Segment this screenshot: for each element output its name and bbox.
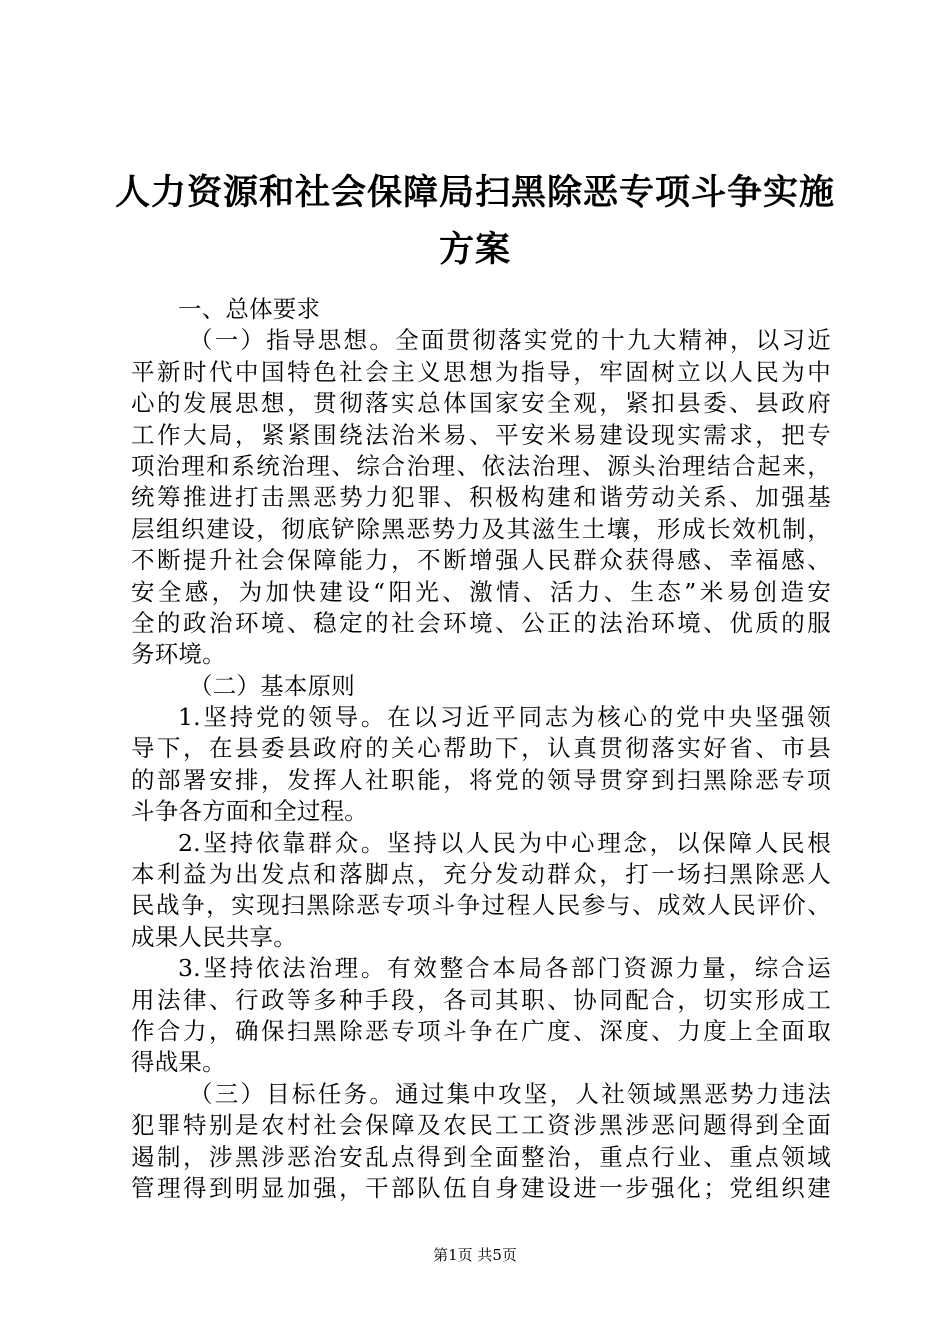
- paragraph-line: 项治理和系统治理、综合治理、依法治理、源头治理结合起来，: [131, 451, 831, 480]
- paragraph-line: 3.坚持依法治理。有效整合本局各部门资源力量，综合运: [178, 954, 831, 983]
- paragraph-line: 的部署安排，发挥人社职能，将党的领导贯穿到扫黑除恶专项: [131, 765, 831, 794]
- document-body: [131, 294, 831, 1204]
- paragraph-line: 遏制，涉黑涉恶治安乱点得到全面整治，重点行业、重点领域: [131, 1142, 831, 1171]
- paragraph-line: 犯罪特别是农村社会保障及农民工工资涉黑涉恶问题得到全面: [131, 1111, 831, 1140]
- paragraph-line: 作合力，确保扫黑除恶专项斗争在广度、深度、力度上全面取: [131, 1016, 831, 1045]
- paragraph-line: 斗争各方面和全过程。: [131, 797, 368, 826]
- document-title-line-1: 人力资源和社会保障局扫黑除恶专项斗争实施: [114, 173, 835, 213]
- page-number-footer: 第1页 共5页: [433, 1246, 517, 1264]
- paragraph-line: 民战争，实现扫黑除恶专项斗争过程人民参与、成效人民评价、: [131, 891, 831, 920]
- paragraph-line: 平新时代中国特色社会主义思想为指导，牢固树立以人民为中: [131, 357, 831, 386]
- paragraph-line: 心的发展思想，贯彻落实总体国家安全观，紧扣县委、县政府: [131, 389, 831, 418]
- paragraph-line: 安全感，为加快建设“阳光、激情、活力、生态”米易创造安: [131, 577, 831, 606]
- paragraph-line: 1.坚持党的领导。在以习近平同志为核心的党中央坚强领: [178, 703, 831, 732]
- paragraph-line: 成果人民共享。: [131, 922, 297, 951]
- paragraph-line: 管理得到明显加强，干部队伍自身建设进一步强化；党组织建: [131, 1173, 831, 1202]
- paragraph-line: （一）指导思想。全面贯彻落实党的十九大精神，以习近: [189, 326, 831, 355]
- paragraph-line: 层组织建设，彻底铲除黑恶势力及其滋生土壤，形成长效机制，: [131, 514, 831, 543]
- paragraph-line: 统筹推进打击黑恶势力犯罪、积极构建和谐劳动关系、加强基: [131, 483, 831, 512]
- paragraph-line: 工作大局，紧紧围绕法治米易、平安米易建设现实需求，把专: [131, 420, 831, 449]
- paragraph-line: 务环境。: [131, 640, 226, 669]
- section-heading-general-requirements: 一、总体要求: [178, 295, 321, 323]
- document-title-line-2: 方案: [438, 230, 511, 270]
- paragraph-line: （三）目标任务。通过集中攻坚，人社领域黑恶势力违法: [189, 1079, 831, 1108]
- paragraph-line: 2.坚持依靠群众。坚持以人民为中心理念，以保障人民根: [178, 828, 831, 857]
- paragraph-line: 导下，在县委县政府的关心帮助下，认真贯彻落实好省、市县: [131, 734, 831, 763]
- paragraph-line: 全的政治环境、稳定的社会环境、公正的法治环境、优质的服: [131, 608, 831, 637]
- paragraph-line: 不断提升社会保障能力，不断增强人民群众获得感、幸福感、: [131, 546, 831, 575]
- subsection-heading-basic-principles: （二）基本原则: [189, 671, 355, 700]
- paragraph-line: 本利益为出发点和落脚点，充分发动群众，打一场扫黑除恶人: [131, 860, 831, 889]
- paragraph-line: 得战果。: [131, 1048, 226, 1077]
- paragraph-line: 用法律、行政等多种手段，各司其职、协同配合，切实形成工: [131, 985, 831, 1014]
